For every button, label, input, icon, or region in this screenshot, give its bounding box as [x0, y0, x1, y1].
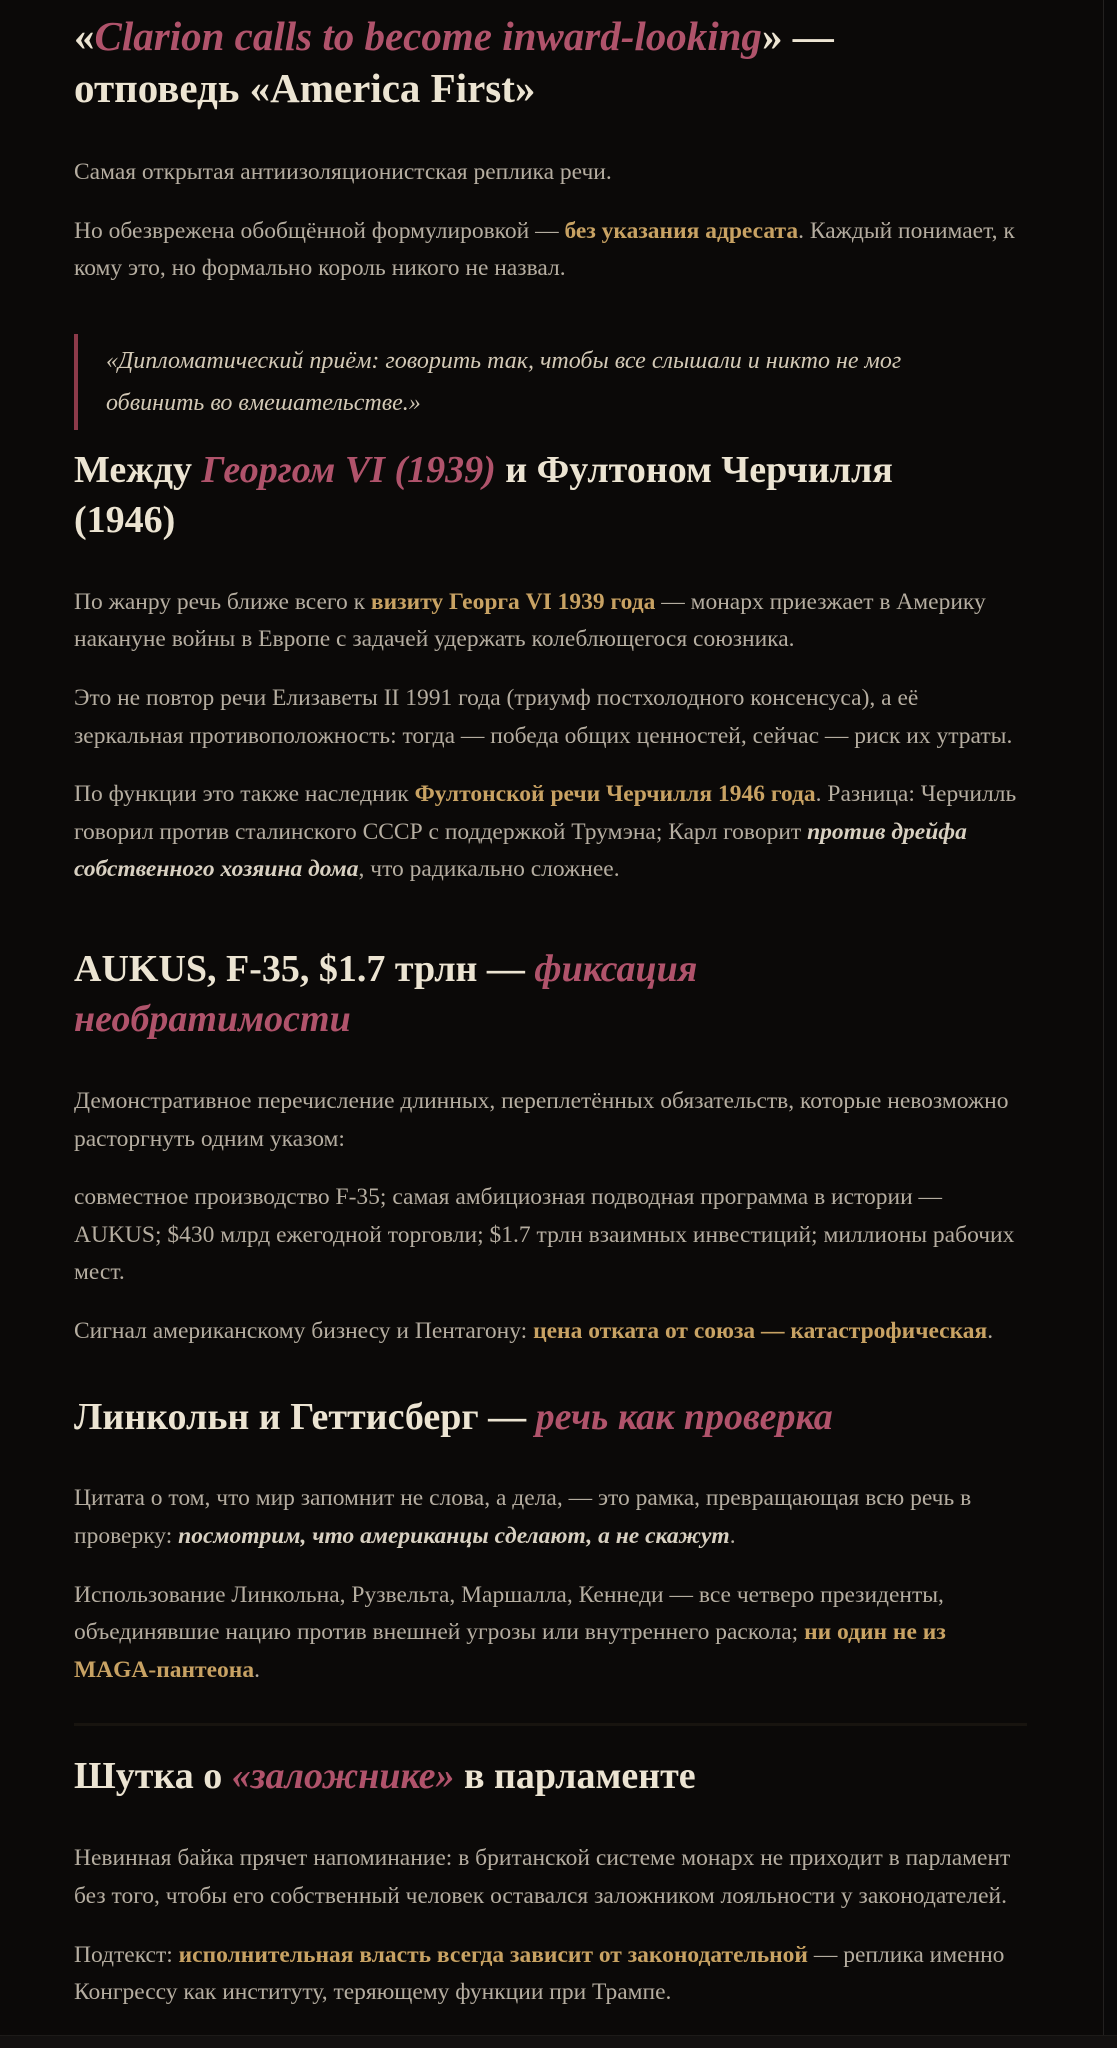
section-heading-lincoln: [74, 1393, 1027, 1443]
heading-pre: Между: [74, 448, 202, 491]
george-paragraph-1: [74, 584, 1027, 659]
intro-paragraph-2: [74, 213, 1027, 288]
emphasis-drift: против дрейфа собственного хозяина дома: [74, 818, 967, 883]
intro-paragraph-1: Самая открытая антиизоляционистская реплика речи.: [74, 159, 612, 186]
george-paragraph-3: [74, 776, 1027, 889]
article-title: [74, 10, 914, 114]
aukus-paragraph-2: совместное производство F-35; самая амбициозная подводная программа в истории — AUKUS; $430 млрд ежегодной торговли; $1.7 трлн взаимных инвестиций; миллионы рабочих мест.: [74, 1184, 1015, 1286]
text-segment: Сигнал американскому бизнесу и Пентагону:: [74, 1317, 534, 1344]
heading-pre: Шутка о: [74, 1755, 232, 1798]
text-segment: По жанру речь ближе всего к: [74, 588, 371, 615]
heading-pre: Линкольн и Геттисберг —: [74, 1395, 536, 1438]
text-segment: . Каждый понимает, к кому это, но формально король никого не назвал.: [74, 217, 1015, 282]
heading-post: и Фултоном Черчилля (1946): [74, 448, 893, 541]
diplomatic-quote: [74, 334, 1027, 430]
joke-paragraph-1: Невинная байка прячет напоминание: в британской системе монарх не приходит в парламент без того, чтобы его собственный человек оставался заложником лояльности у законодателей.: [74, 1845, 1011, 1909]
text-segment: . Разница: Черчилль говорил против сталинского СССР с поддержкой Трумэна; Карл говорит: [74, 781, 1017, 845]
section-divider: [74, 1723, 1027, 1726]
text-segment: По функции это также наследник: [74, 781, 415, 808]
emphasis-deeds: посмотрим, что американцы сделают, а не скажут: [178, 1523, 730, 1550]
text-segment: — реплика именно Конгрессу как институту, теряющему функции при Трампе.: [74, 1941, 1005, 2006]
title-pre: «: [74, 13, 95, 59]
text-segment: .: [729, 1523, 736, 1550]
text-segment: Цитата о том, что мир запомнит не слова, а дела, — это рамка, превращающая всю речь в проверку:: [74, 1485, 972, 1550]
heading-accent: «заложнике»: [231, 1755, 455, 1798]
text-segment: .: [254, 1656, 260, 1683]
highlight-fulton-speech: Фултонской речи Черчилля 1946 года: [414, 781, 816, 808]
scrollbar-track[interactable]: [1103, 0, 1117, 2048]
text-segment: Но обезврежена обобщённой формулировкой —: [74, 217, 565, 244]
heading-accent: Георгом VI (1939): [201, 448, 496, 491]
aukus-paragraph-3: [74, 1313, 1027, 1351]
section-heading-aukus: [74, 945, 854, 1045]
heading-accent: речь как проверка: [535, 1395, 833, 1438]
highlight-george-visit: визиту Георга VI 1939 года: [370, 588, 656, 615]
highlight-maga-pantheon: ни один не из MAGA-пантеона: [74, 1619, 946, 1683]
lincoln-paragraph-1: [74, 1480, 1027, 1555]
text-segment: .: [987, 1317, 994, 1344]
quote-text: «Дипломатический приём: говорить так, чтобы все слышали и никто не мог обвинить во вмешательстве.»: [106, 347, 902, 416]
heading-pre: AUKUS, F-35, $1.7 трлн —: [74, 948, 535, 990]
joke-paragraph-2: [74, 1937, 1027, 2012]
aukus-paragraph-1: Демонстративное перечисление длинных, переплетённых обязательств, которые невозможно расторгнуть одним указом:: [74, 1087, 1009, 1152]
heading-post: в парламенте: [454, 1755, 696, 1798]
text-segment: , что радикально сложнее.: [358, 856, 620, 883]
title-post: » — отповедь «America First»: [74, 13, 834, 112]
highlight-no-addressee: без указания адресата: [564, 217, 799, 244]
text-segment: Подтекст:: [74, 1941, 179, 1968]
section-heading-joke: [74, 1752, 1027, 1802]
title-accent: Clarion calls to become inward-looking: [94, 13, 762, 59]
text-segment: — монарх приезжает в Америку накануне войны в Европе с задачей удержать колеблющегося союзника.: [74, 588, 986, 653]
text-segment: Использование Линкольна, Рузвельта, Маршалла, Кеннеди — все четверо президенты, объединявшие нацию против внешней угрозы или внутреннего раскола;: [74, 1581, 944, 1646]
heading-accent: фиксация необратимости: [74, 948, 698, 1040]
highlight-executive-dependence: исполнительная власть всегда зависит от законодательной: [178, 1941, 808, 1968]
section-heading-george: [74, 446, 974, 546]
highlight-rollback-cost: цена отката от союза — катастрофическая: [533, 1317, 988, 1344]
george-paragraph-2: Это не повтор речи Елизаветы II 1991 года (триумф постхолодного консенсуса), а её зеркальная противоположность: тогда — победа общих ценностей, сейчас — риск их утраты.: [74, 685, 1013, 749]
lincoln-paragraph-2: [74, 1577, 1027, 1690]
bottom-bar: [0, 2035, 1117, 2048]
